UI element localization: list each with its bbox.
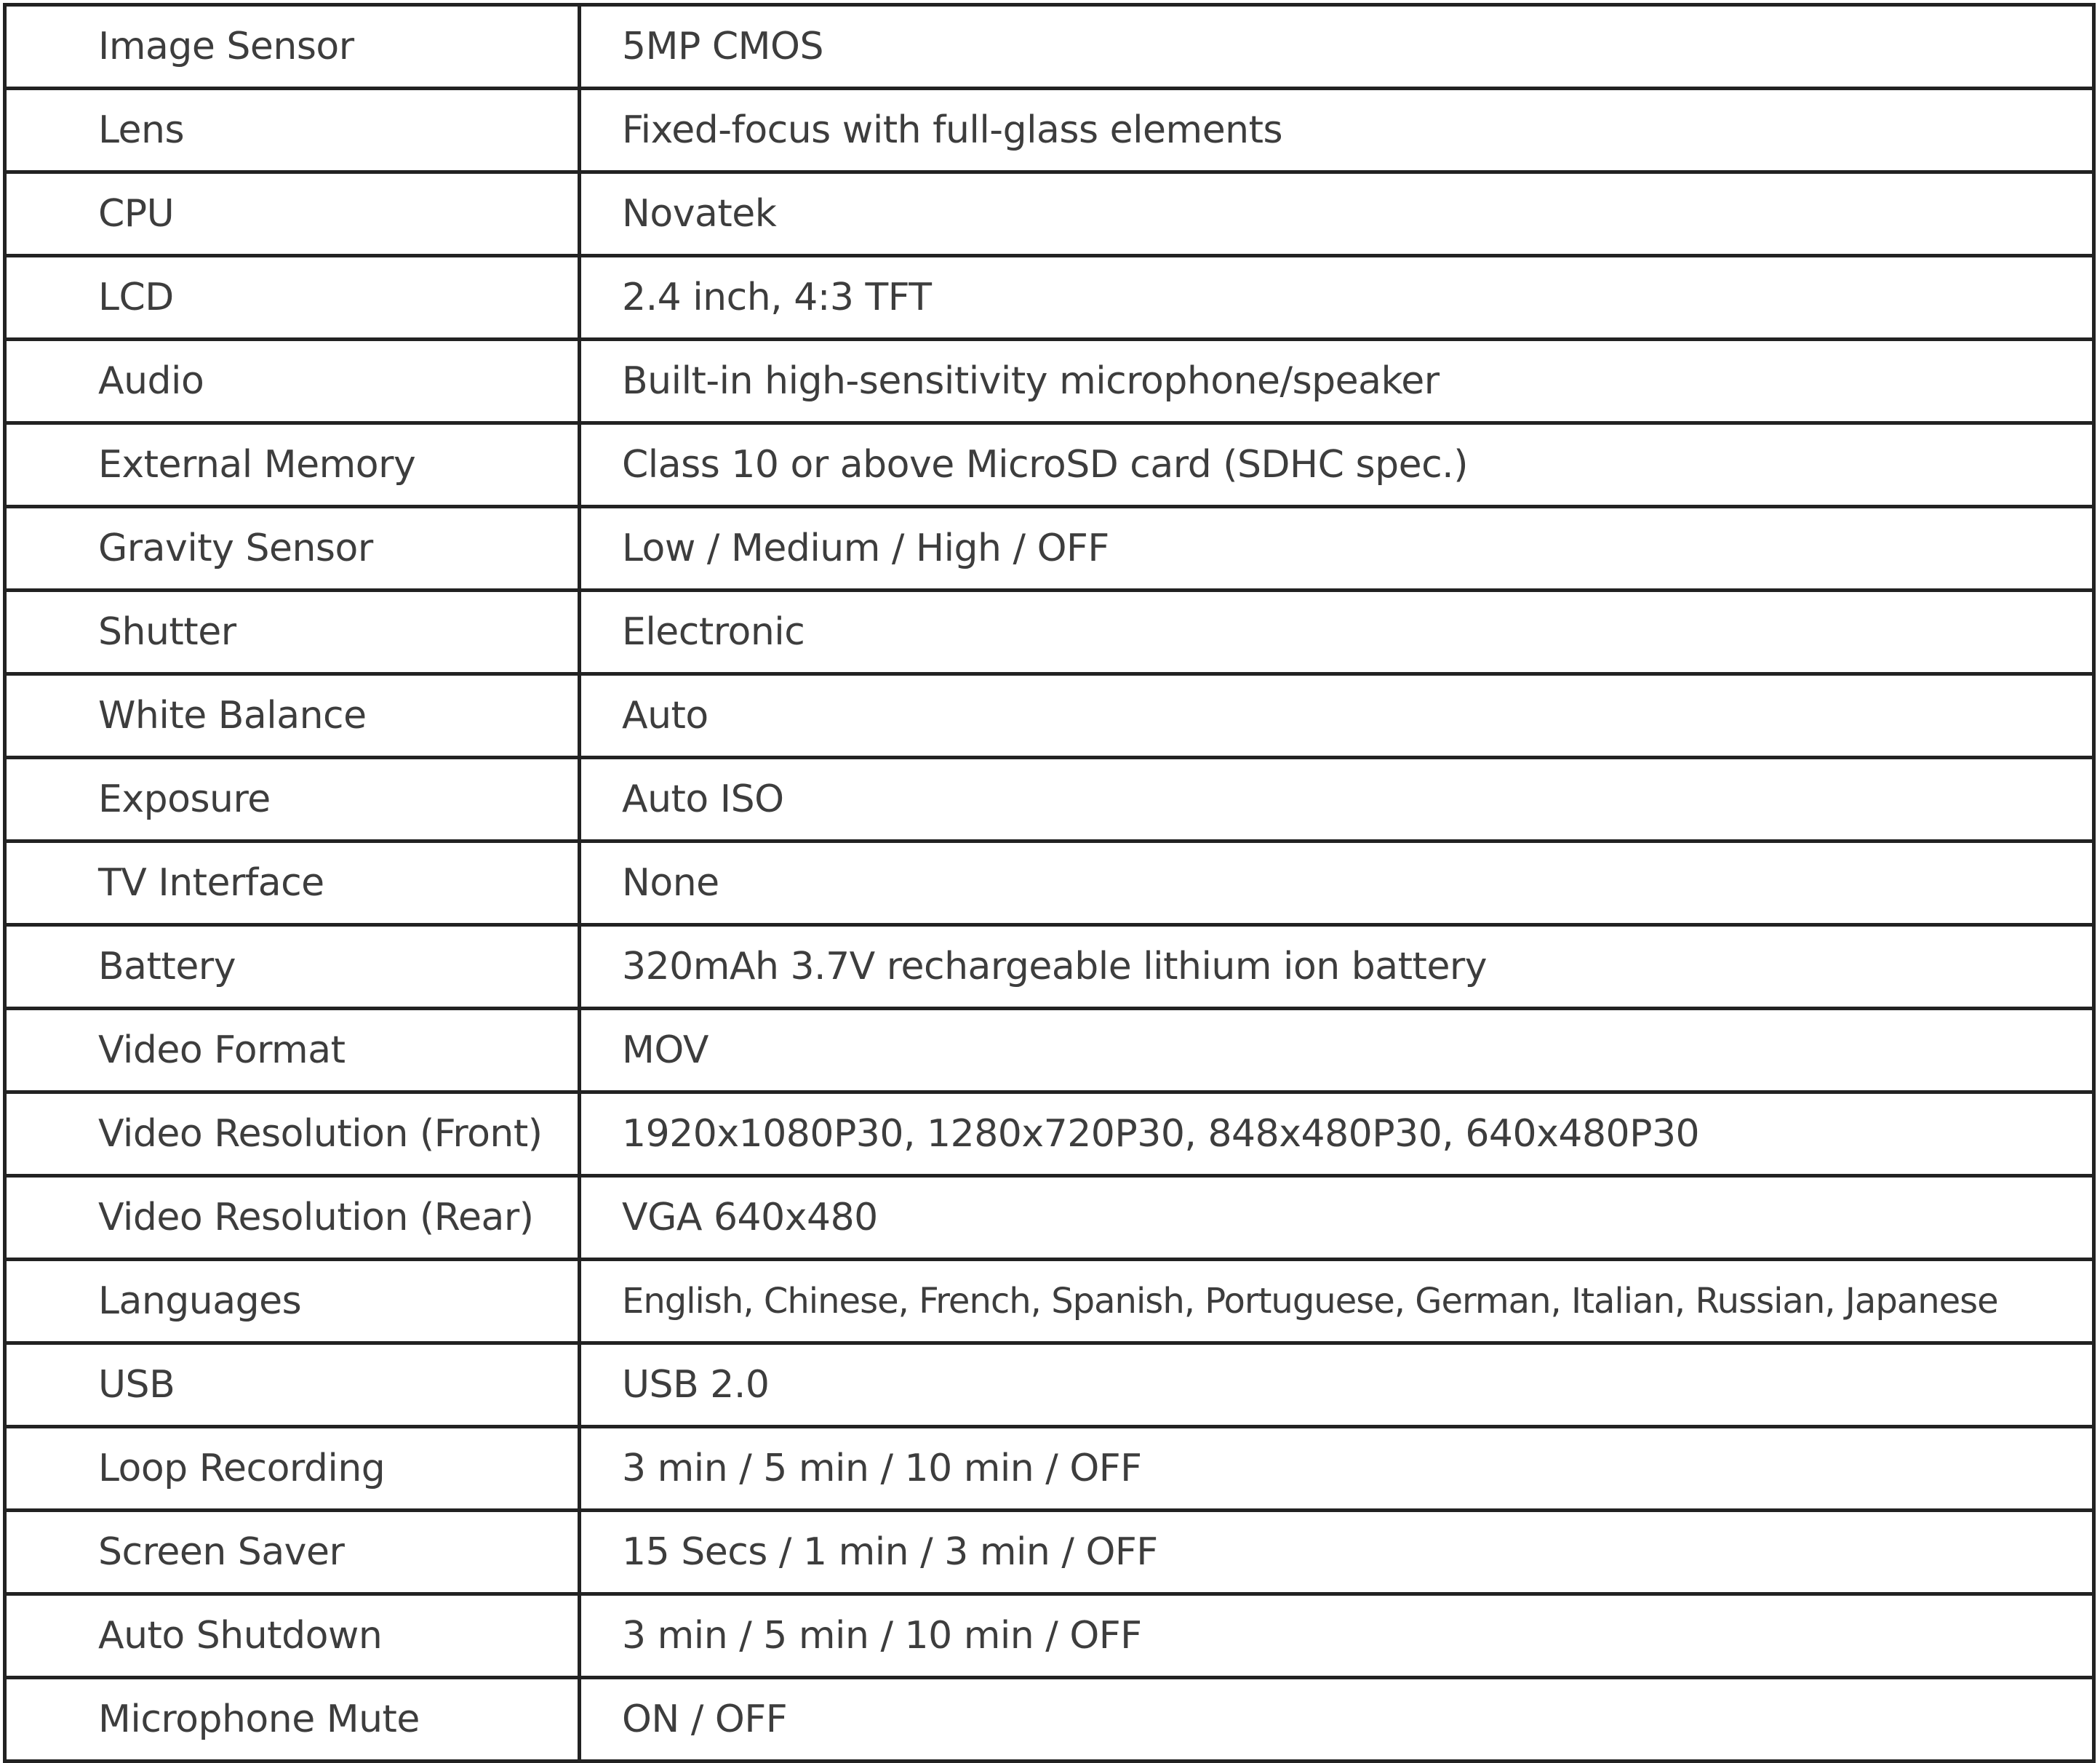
spec-value: 1920x1080P30, 1280x720P30, 848x480P30, 640x480P30 — [580, 1092, 2094, 1176]
spec-row-external-memory — [5, 423, 2094, 507]
spec-label: Exposure — [5, 758, 580, 841]
spec-table — [3, 3, 2096, 1763]
spec-row-screen-saver — [5, 1511, 2094, 1594]
spec-value: 2.4 inch, 4:3 TFT — [580, 256, 2094, 340]
spec-value: Built-in high-sensitivity microphone/speaker — [580, 340, 2094, 423]
spec-value: Class 10 or above MicroSD card (SDHC spec.) — [580, 423, 2094, 507]
spec-row-exposure — [5, 758, 2094, 841]
spec-row-gravity-sensor — [5, 507, 2094, 591]
spec-row-shutter — [5, 591, 2094, 674]
spec-value: 320mAh 3.7V rechargeable lithium ion battery — [580, 925, 2094, 1009]
spec-value: 15 Secs / 1 min / 3 min / OFF — [580, 1511, 2094, 1594]
spec-label: White Balance — [5, 674, 580, 758]
spec-label: USB — [5, 1343, 580, 1427]
spec-row-tv-interface — [5, 841, 2094, 925]
spec-label: Video Resolution (Front) — [5, 1092, 580, 1176]
spec-label: Languages — [5, 1260, 580, 1343]
spec-label: External Memory — [5, 423, 580, 507]
spec-row-cpu — [5, 172, 2094, 256]
spec-label: Video Format — [5, 1009, 580, 1092]
spec-row-languages — [5, 1260, 2094, 1343]
spec-label: Video Resolution (Rear) — [5, 1176, 580, 1260]
spec-value: English, Chinese, French, Spanish, Portuguese, German, Italian, Russian, Japanese — [580, 1260, 2094, 1343]
spec-value: MOV — [580, 1009, 2094, 1092]
spec-label: Audio — [5, 340, 580, 423]
spec-row-loop-recording — [5, 1427, 2094, 1511]
spec-label: TV Interface — [5, 841, 580, 925]
spec-value: 5MP CMOS — [580, 5, 2094, 89]
spec-label: Lens — [5, 89, 580, 172]
spec-label: Auto Shutdown — [5, 1594, 580, 1678]
spec-label: Image Sensor — [5, 5, 580, 89]
spec-row-battery — [5, 925, 2094, 1009]
spec-row-video-resolution-front — [5, 1092, 2094, 1176]
spec-value: VGA 640x480 — [580, 1176, 2094, 1260]
spec-value: Electronic — [580, 591, 2094, 674]
spec-label: Loop Recording — [5, 1427, 580, 1511]
spec-label: Screen Saver — [5, 1511, 580, 1594]
spec-row-video-resolution-rear — [5, 1176, 2094, 1260]
spec-label: Microphone Mute — [5, 1678, 580, 1762]
spec-label: LCD — [5, 256, 580, 340]
spec-row-microphone-mute — [5, 1678, 2094, 1762]
spec-value: 3 min / 5 min / 10 min / OFF — [580, 1427, 2094, 1511]
spec-label: Gravity Sensor — [5, 507, 580, 591]
spec-table-body — [5, 5, 2094, 1762]
spec-value: Auto ISO — [580, 758, 2094, 841]
spec-row-lens — [5, 89, 2094, 172]
spec-value: USB 2.0 — [580, 1343, 2094, 1427]
spec-value: 3 min / 5 min / 10 min / OFF — [580, 1594, 2094, 1678]
spec-label: CPU — [5, 172, 580, 256]
spec-value: Auto — [580, 674, 2094, 758]
spec-value: Novatek — [580, 172, 2094, 256]
spec-label: Shutter — [5, 591, 580, 674]
spec-row-audio — [5, 340, 2094, 423]
spec-value: None — [580, 841, 2094, 925]
spec-value: Low / Medium / High / OFF — [580, 507, 2094, 591]
spec-row-video-format — [5, 1009, 2094, 1092]
spec-row-white-balance — [5, 674, 2094, 758]
spec-value: Fixed-focus with full-glass elements — [580, 89, 2094, 172]
spec-row-lcd — [5, 256, 2094, 340]
spec-label: Battery — [5, 925, 580, 1009]
spec-row-auto-shutdown — [5, 1594, 2094, 1678]
spec-row-image-sensor — [5, 5, 2094, 89]
spec-value: ON / OFF — [580, 1678, 2094, 1762]
spec-row-usb — [5, 1343, 2094, 1427]
